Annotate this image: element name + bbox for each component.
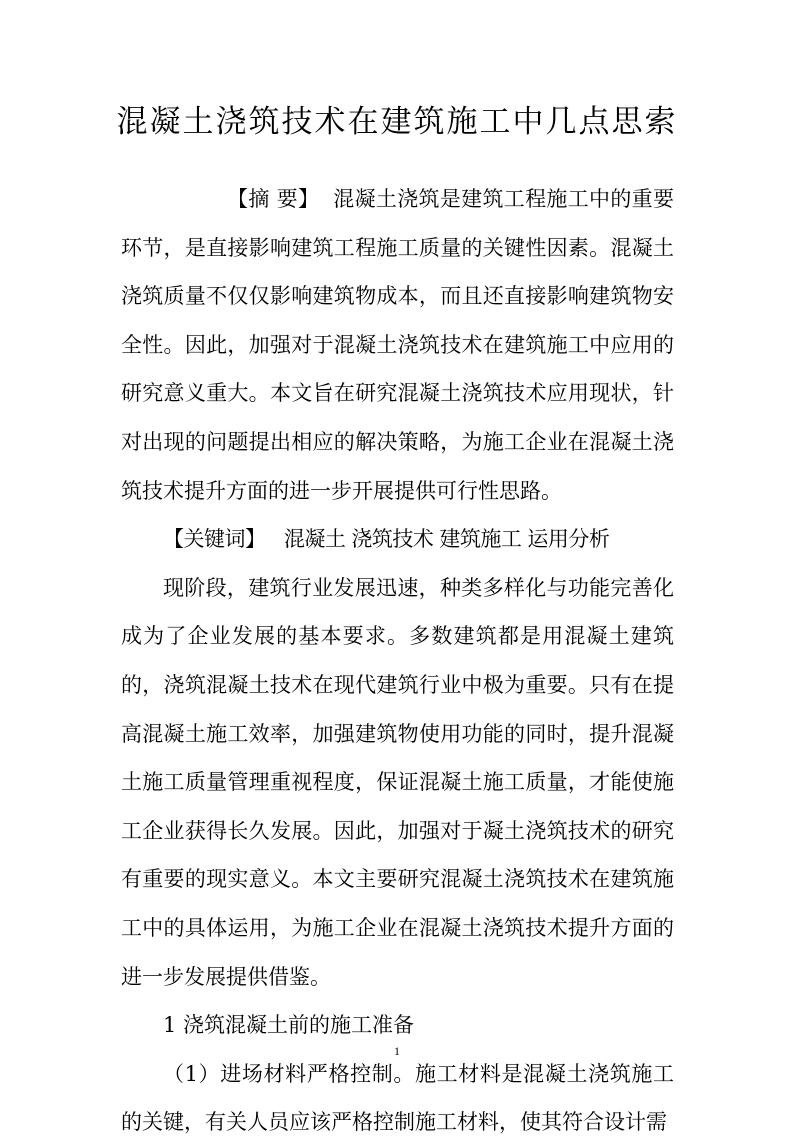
keyword: 混凝土 <box>283 527 346 552</box>
keyword: 运用分析 <box>527 527 610 552</box>
keyword: 浇筑技术 <box>351 527 434 552</box>
abstract-paragraph <box>121 175 674 515</box>
keyword: 建筑施工 <box>439 527 522 552</box>
section-paragraph: （1）进场材料严格控制。施工材料是混凝土浇筑施工的关键，有关人员应该严格控制施工材料，使其符合设计需 <box>121 1061 674 1135</box>
section-heading: 1 浇筑混凝土前的施工准备 <box>163 1013 415 1038</box>
document-title: 混凝土浇筑技术在建筑施工中几点思索 <box>116 104 678 140</box>
abstract-text: 混凝土浇筑是建筑工程施工中的重要环节，是直接影响建筑工程施工质量的关键性因素。混凝土浇筑质量不仅仅影响建筑物成本，而且还直接影响建筑物安全性。因此，加强对于混凝土浇筑技术在建筑施工中应用的研究意义重大。本文旨在研究混凝土浇筑技术应用现状，针对出现的问题提出相应的解决策略，为施工企业在混凝土浇筑技术提升方面的进一步开展提供可行性思路。 <box>121 187 674 503</box>
keywords-paragraph <box>121 515 674 564</box>
keywords-label: 【关键词】 <box>163 527 266 552</box>
abstract-label: 【摘 要】 <box>227 187 320 211</box>
document-body <box>121 175 674 1147</box>
intro-paragraph: 现阶段，建筑行业发展迅速，种类多样化与功能完善化成为了企业发展的基本要求。多数建筑都是用混凝土建筑的，浇筑混凝土技术在现代建筑行业中极为重要。只有在提高混凝土施工效率，加强建筑物使用功能的同时，提升混凝土施工质量管理重视程度，保证混凝土施工质量，才能使施工企业获得长久发展。因此，加强对于凝土浇筑技术的研究有重要的现实意义。本文主要研究混凝土浇筑技术在建筑施工中的具体运用，为施工企业在混凝土浇筑技术提升方面的进一步发展提供借鉴。 <box>121 575 674 989</box>
page-number: 1 <box>394 1044 400 1058</box>
